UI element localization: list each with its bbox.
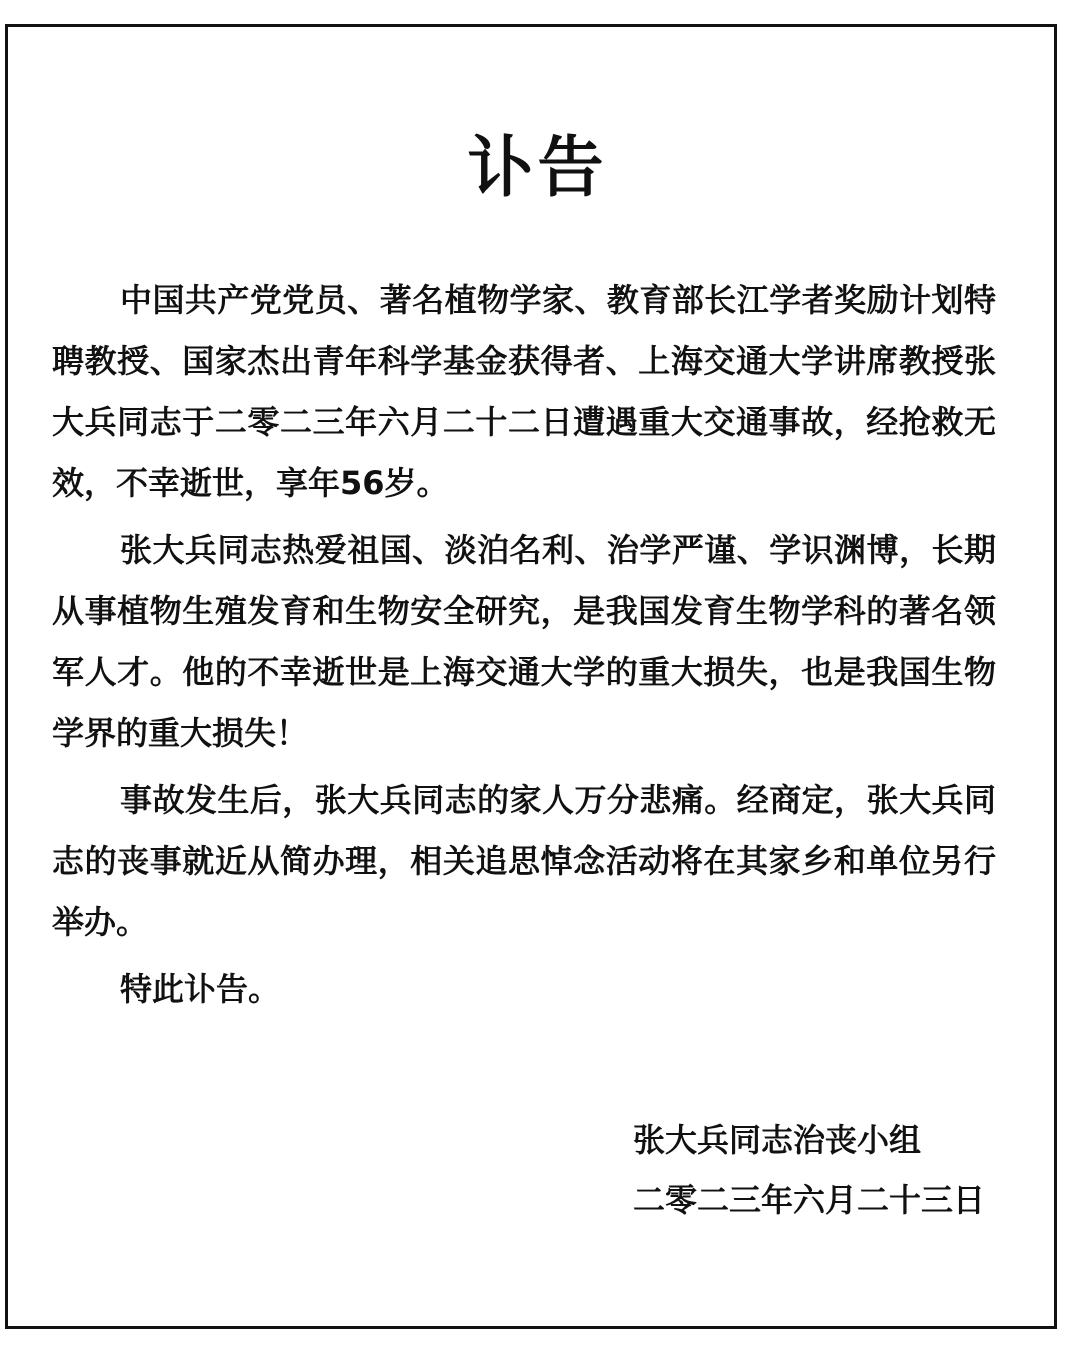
paragraph-announcement: 中国共产党党员、著名植物学家、教育部长江学者奖励计划特聘教授、国家杰出青年科学基金获得者、上海交通大学讲席教授张大兵同志于二零二三年六月二十二日遭遇重大交通事故，经抢救无效，不幸逝世，享年56岁。 bbox=[52, 281, 996, 502]
notice-title: 讣告 bbox=[467, 129, 608, 206]
signature-date: 二零二三年六月二十三日 bbox=[632, 1181, 985, 1219]
signature-block bbox=[633, 1110, 985, 1230]
notice-body bbox=[52, 270, 996, 1026]
signature-organization: 张大兵同志治丧小组 bbox=[632, 1121, 921, 1159]
paragraph-closing: 特此讣告。 bbox=[120, 970, 281, 1008]
paragraph-arrangements: 事故发生后，张大兵同志的家人万分悲痛。经商定，张大兵同志的丧事就近从简办理，相关追思悼念活动将在其家乡和单位另行举办。 bbox=[52, 781, 996, 941]
paragraph-tribute: 张大兵同志热爱祖国、淡泊名利、治学严谨、学识渊博，长期从事植物生殖发育和生物安全研究，是我国发育生物学科的著名领军人才。他的不幸逝世是上海交通大学的重大损失，也是我国生物学界的重大损失！ bbox=[52, 531, 996, 752]
